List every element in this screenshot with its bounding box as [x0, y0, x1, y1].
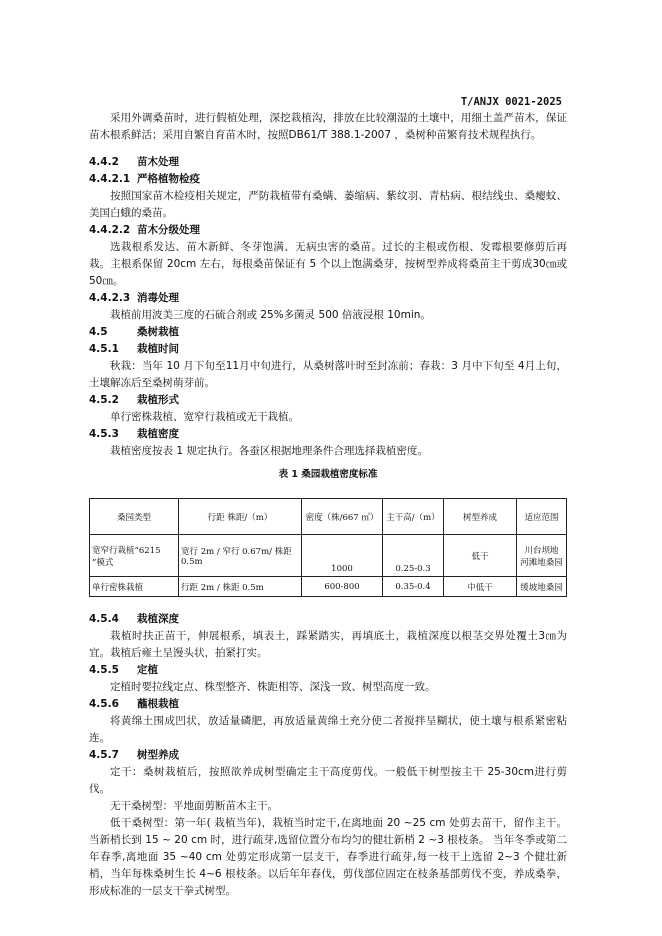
heading-4-5-1: 4.5.1 栽植时间 [89, 343, 179, 355]
heading-4-5-6: 4.5.6 蘸根栽植 [89, 698, 179, 710]
document-code: T/ANJX 0021-2025 [460, 96, 562, 108]
heading-4-4-2: 4.4.2 苗木处理 [89, 156, 179, 168]
table-row [90, 535, 567, 577]
heading-4-5-2: 4.5.2 栽植形式 [89, 394, 179, 406]
heading-4-5: 4.5 桑树栽植 [89, 326, 179, 338]
table-cell: 单行密株栽植 [90, 577, 179, 597]
table-cell: 中低干 [444, 577, 517, 597]
paragraph-4-4-2-2: 选栽根系发达、苗木新鲜、冬芽饱满、无病虫害的桑苗。过长的主根或伤根、发霉根要修剪后再栽。主根系保留 20cm 左右，每根桑苗保证有 5 个以上饱满桑芽，按树型养成将桑苗主干剪成30㎝或50㎝。 [89, 241, 567, 287]
table-header-cell: 适应范围 [517, 499, 567, 535]
paragraph-4-5-2: 单行密株栽植、宽窄行栽植或无干栽植。 [110, 411, 299, 423]
table-cell: 宽行 2m / 窄行 0.67m/ 株距0.5m [179, 535, 302, 577]
paragraph-4-5-1: 秋栽：当年 10 月下旬至11月中旬进行，从桑树落叶时至封冻前；春栽：3 月中下旬至 4月上旬，土壤解冻后至桑树萌芽前。 [89, 360, 567, 389]
table-header-cell: 密度（株/667 ㎡） [302, 499, 383, 535]
table-cell: 0.25-0.3 [383, 535, 444, 577]
table-cell: 宽窄行栽植“6215 ”模式 [90, 535, 179, 577]
intro-paragraph: 采用外调桑苗时，进行假植处理，深挖栽植沟，排放在比较潮湿的土壤中，用细土盖严苗木，保证苗木根系鲜活；采用自繁自育苗木时，按照DB61/T 388.1-2007 ，桑树种苗繁育技术规程执行。 [89, 112, 567, 141]
paragraph-4-5-3: 栽植密度按表 1 规定执行。各蚕区根据地理条件合理选择栽植密度。 [110, 445, 428, 457]
table-header-row [90, 499, 567, 535]
table-cell: 1000 [302, 535, 383, 577]
table-cell: 600-800 [302, 577, 383, 597]
paragraph-4-4-2-1: 按照国家苗木检疫相关规定，严防栽植带有桑螨、萎缩病、紫纹羽、青枯病、根结线虫、桑瘿蚊、美国白蛾的桑苗。 [89, 190, 567, 219]
table-cell-line: 川台坝地 [524, 545, 559, 556]
table-cell: 缓坡地桑园 [517, 577, 567, 597]
heading-4-5-4: 4.5.4 栽植深度 [89, 613, 179, 625]
heading-4-4-2-3: 4.4.2.3 消毒处理 [89, 292, 179, 304]
heading-4-5-5: 4.5.5 定植 [89, 664, 158, 676]
table-title: 表 1 桑园栽植密度标准 [278, 469, 378, 480]
table-cell: 行距 2m / 株距 0.5m [179, 577, 302, 597]
heading-4-5-3: 4.5.3 栽植密度 [89, 428, 179, 440]
table-cell: 0.35-0.4 [383, 577, 444, 597]
document-body [89, 110, 567, 900]
heading-4-5-7: 4.5.7 树型养成 [89, 749, 179, 761]
paragraph-4-4-2-3: 栽植前用波美三度的石硫合剂或 25%多菌灵 500 倍液浸根 10min。 [110, 309, 431, 321]
table-header-cell: 主干高/（m） [383, 499, 444, 535]
heading-4-4-2-2: 4.4.2.2 苗木分级处理 [89, 224, 200, 236]
paragraph-4-5-4: 栽植时扶正苗干，伸展根系，填表土，踩紧踏实，再填底土，栽植深度以根茎交界处覆土3㎝为宜。栽植后雍土呈馒头状，拍紧打实。 [89, 630, 567, 659]
paragraph-4-5-7-dinggan: 定干：桑树栽植后，按照欲养成树型确定主干高度剪伐。一般低干树型按主干 25-30cm进行剪伐。 [89, 766, 567, 795]
table-cell [517, 535, 567, 577]
table-header-cell: 树型养成 [444, 499, 517, 535]
table-header-cell: 桑园类型 [90, 499, 179, 535]
table-header-cell: 行距 株距/（m） [179, 499, 302, 535]
heading-4-4-2-1: 4.4.2.1 严格植物检疫 [89, 173, 200, 185]
table-cell-line: 河滩地桑园 [520, 557, 563, 568]
table-cell: 低干 [444, 535, 517, 577]
paragraph-4-5-5: 定植时要拉线定点、株型整齐、株距相等、深浅一致、树型高度一致。 [110, 681, 436, 693]
planting-density-table [89, 498, 567, 597]
paragraph-4-5-7-digan: 低干桑树型：第一年( 栽植当年)，栽植当时定干,在离地面 20 ~25 cm 处剪去苗干，留作主干。当新梢长到 15 ~ 20 cm 时，进行疏芽,选留位置分布均匀的健壮新梢 2 ~3 根枝条。 当年冬季或第二年春季,离地面 35 ~40 cm 处剪定形成第一层支干，春季进行疏芽,每一枝干上选留 2~3 个健壮新梢，当年每株桑树生长 4~6 根枝条。以后年年春伐，剪伐部位固定在枝条基部剪伐不变，养成桑拳，形成标准的一层支干拳式树型。 [89, 817, 567, 897]
table-row [90, 577, 567, 597]
paragraph-4-5-7-wugan: 无干桑树型：平地面剪断苗木主干。 [110, 800, 278, 812]
paragraph-4-5-6: 将黄绵土围成凹状，放适量磷肥，再放适量黄绵土充分使二者搅拌呈糊状，使土壤与根系紧密粘连。 [89, 715, 567, 744]
